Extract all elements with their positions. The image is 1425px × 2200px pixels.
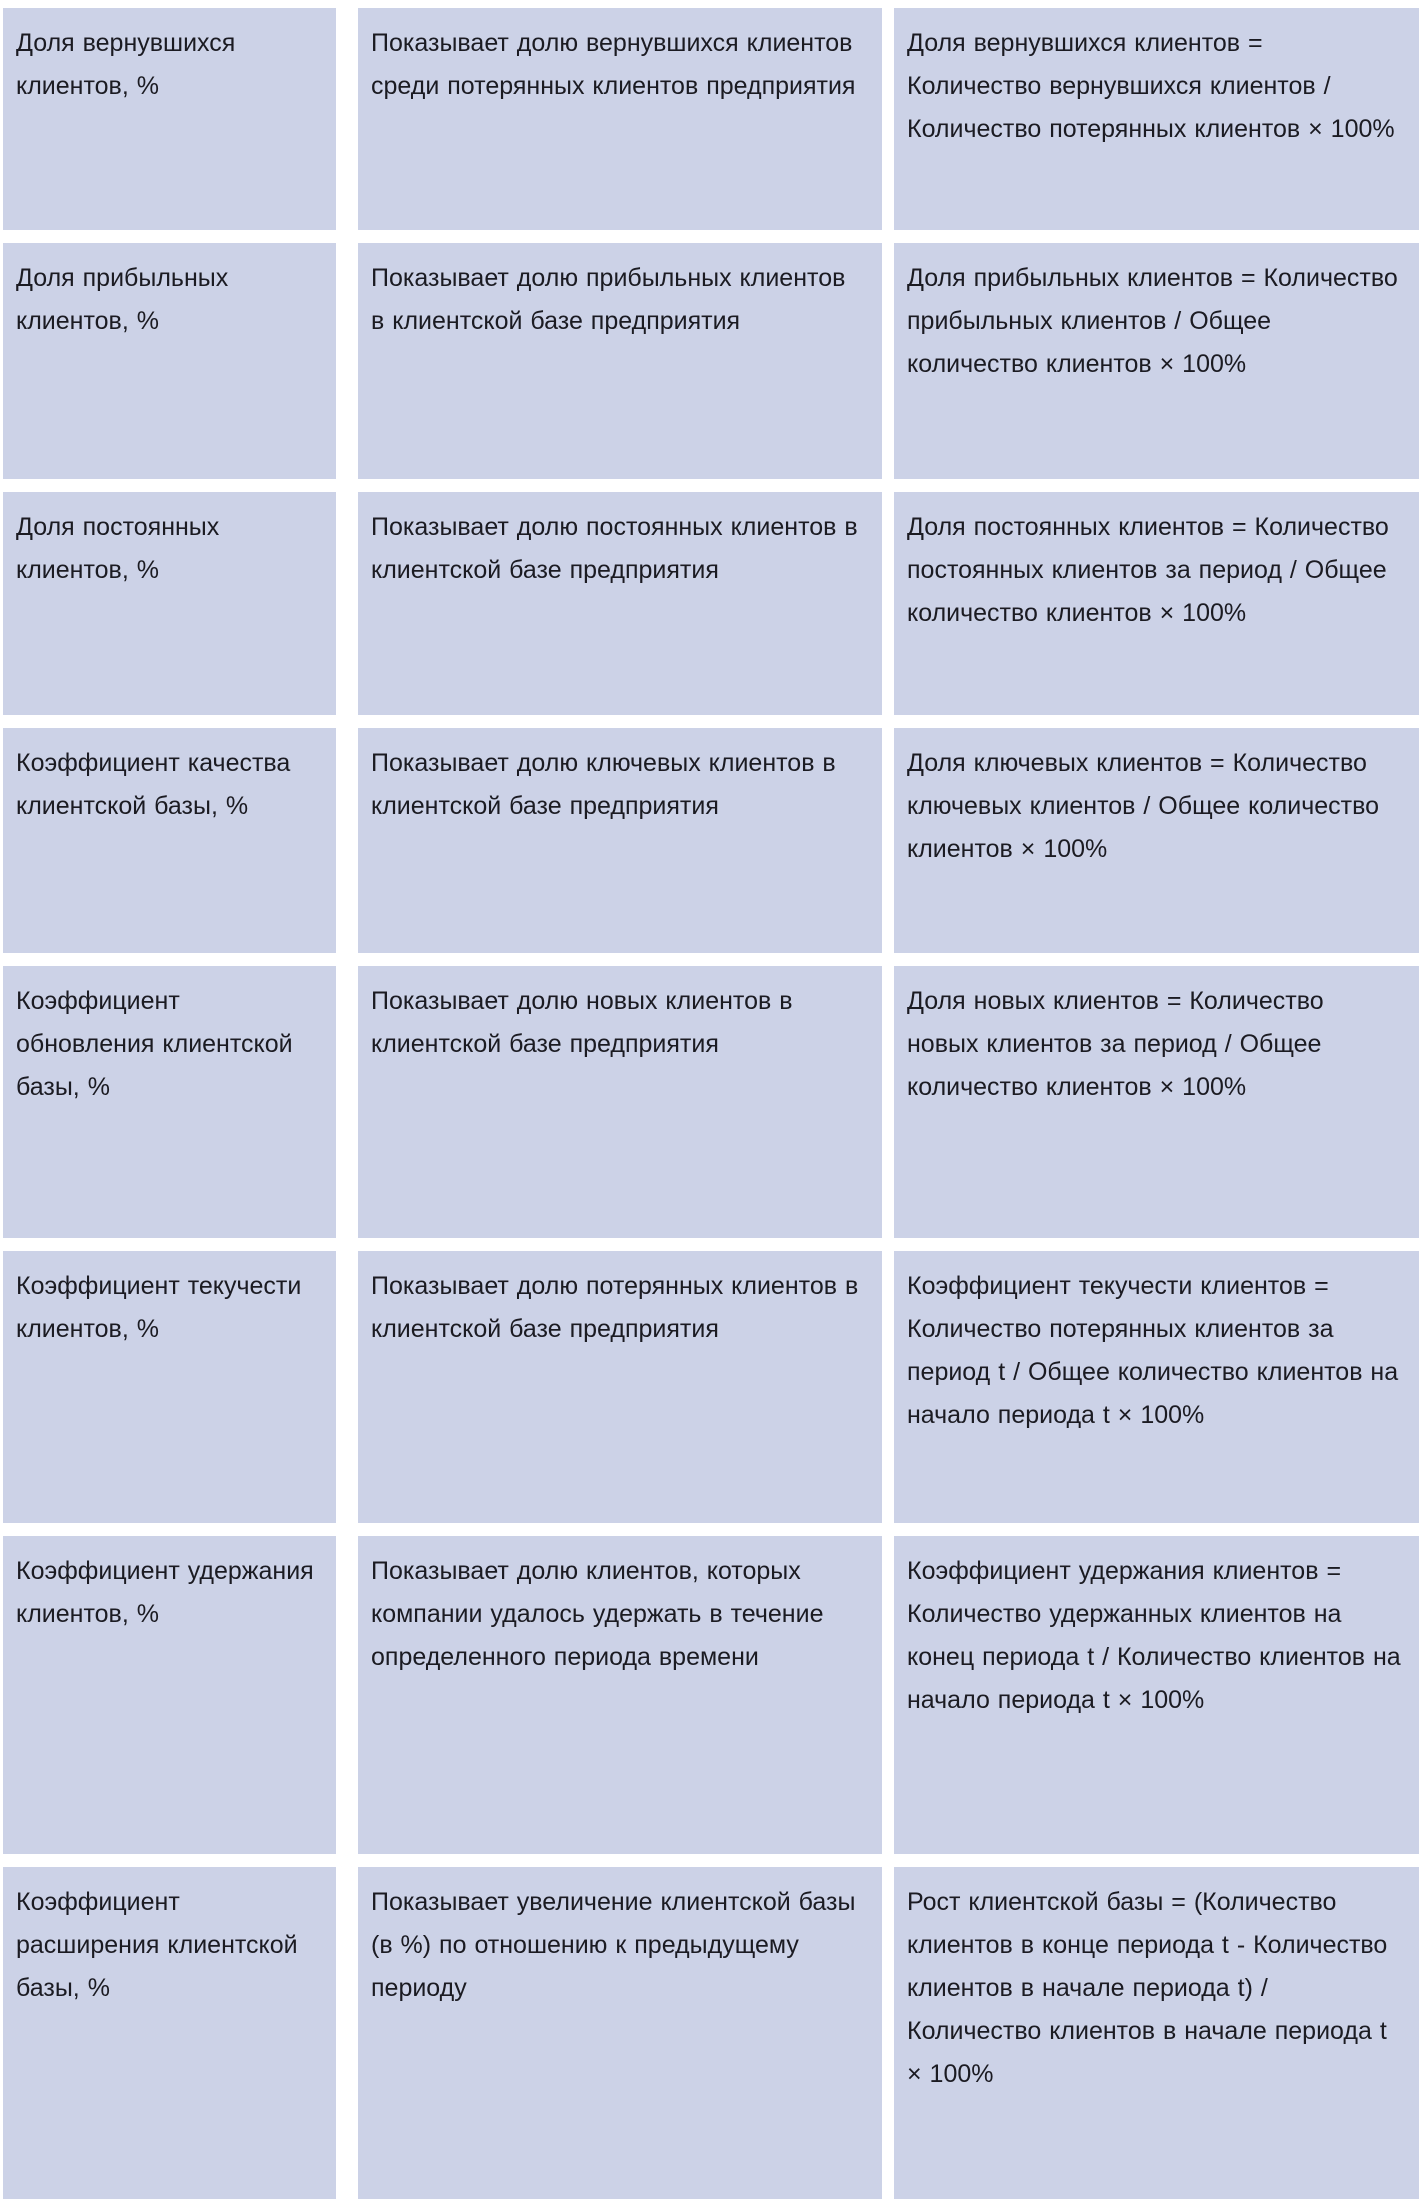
description-cell: Показывает долю прибыльных клиентов в клиентской базе предприятия (358, 243, 882, 479)
table-row (3, 492, 1420, 715)
table-row (3, 1251, 1420, 1523)
formula-cell: Доля вернувшихся клиентов = Количество вернувшихся клиентов / Количество потерянных клиентов × 100% (894, 8, 1419, 230)
formula-cell: Доля прибыльных клиентов = Количество прибыльных клиентов / Общее количество клиентов × 100% (894, 243, 1419, 479)
formula-cell: Рост клиентской базы = (Количество клиентов в конце периода t - Количество клиентов в начале периода t) / Количество клиентов в начале периода t × 100% (894, 1867, 1419, 2199)
table-row (3, 243, 1420, 479)
kpi-table (3, 8, 1420, 2199)
description-cell: Показывает увеличение клиентской базы (в %) по отношению к предыдущему периоду (358, 1867, 882, 2199)
description-cell: Показывает долю постоянных клиентов в клиентской базе предприятия (358, 492, 882, 715)
description-cell: Показывает долю потерянных клиентов в клиентской базе предприятия (358, 1251, 882, 1523)
table-row (3, 966, 1420, 1238)
metric-cell: Коэффициент качества клиентской базы, % (3, 728, 336, 953)
metric-cell: Доля прибыльных клиентов, % (3, 243, 336, 479)
metric-cell: Коэффициент удержания клиентов, % (3, 1536, 336, 1854)
description-cell: Показывает долю ключевых клиентов в клиентской базе предприятия (358, 728, 882, 953)
formula-cell: Доля постоянных клиентов = Количество постоянных клиентов за период / Общее количество клиентов × 100% (894, 492, 1419, 715)
table-row (3, 728, 1420, 953)
metric-cell: Доля вернувшихся клиентов, % (3, 8, 336, 230)
formula-cell: Коэффициент удержания клиентов = Количество удержанных клиентов на конец периода t / Количество клиентов на начало периода t × 100% (894, 1536, 1419, 1854)
metric-cell: Коэффициент обновления клиентской базы, % (3, 966, 336, 1238)
table-row (3, 1536, 1420, 1854)
formula-cell: Доля новых клиентов = Количество новых клиентов за период / Общее количество клиентов × 100% (894, 966, 1419, 1238)
metric-cell: Коэффициент текучести клиентов, % (3, 1251, 336, 1523)
metric-cell: Доля постоянных клиентов, % (3, 492, 336, 715)
table-row (3, 1867, 1420, 2199)
formula-cell: Доля ключевых клиентов = Количество ключевых клиентов / Общее количество клиентов × 100% (894, 728, 1419, 953)
metric-cell: Коэффициент расширения клиентской базы, % (3, 1867, 336, 2199)
description-cell: Показывает долю клиентов, которых компании удалось удержать в течение определенного периода времени (358, 1536, 882, 1854)
description-cell: Показывает долю вернувшихся клиентов среди потерянных клиентов предприятия (358, 8, 882, 230)
formula-cell: Коэффициент текучести клиентов = Количество потерянных клиентов за период t / Общее количество клиентов на начало периода t × 100% (894, 1251, 1419, 1523)
description-cell: Показывает долю новых клиентов в клиентской базе предприятия (358, 966, 882, 1238)
table-row (3, 8, 1420, 230)
